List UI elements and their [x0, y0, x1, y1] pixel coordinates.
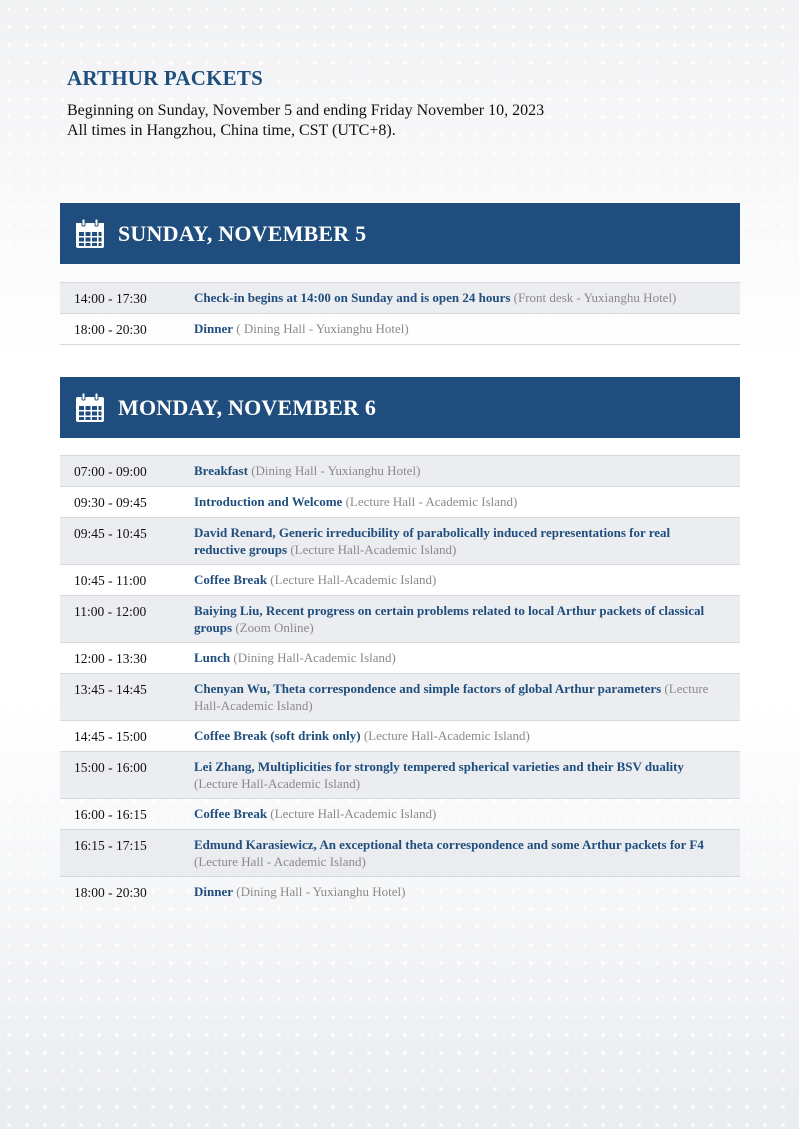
session-location: ( Dining Hall - Yuxianghu Hotel) — [236, 321, 409, 336]
session-location: (Zoom Online) — [235, 619, 314, 635]
session-title: Baiying Liu, Recent progress on certain problems related to local Arthur packets of classical groups — [194, 603, 705, 635]
page-subtitle — [67, 101, 747, 141]
session-title: Edmund Karasiewicz, An exceptional theta correspondence and some Arthur packets for F4 — [194, 837, 704, 852]
schedule-row — [60, 487, 740, 518]
calendar-icon — [75, 219, 105, 249]
session-location: (Front desk - Yuxianghu Hotel) — [513, 290, 677, 305]
session-time: 14:45 - 15:00 — [74, 729, 147, 744]
session-time: 16:00 - 16:15 — [74, 807, 147, 822]
session-title: Lunch — [194, 650, 231, 665]
session-description — [194, 290, 740, 307]
session-title: Breakfast — [194, 463, 248, 478]
session-title: Coffee Break — [194, 572, 268, 587]
session-description — [194, 525, 740, 558]
session-title: Dinner — [194, 884, 233, 899]
session-title: Coffee Break (soft drink only) — [194, 728, 361, 743]
session-location: (Lecture Hall-Academic Island) — [270, 572, 437, 587]
session-description — [194, 728, 740, 745]
session-description — [194, 837, 740, 870]
schedule-row — [60, 721, 740, 752]
session-location: (Dining Hall - Yuxianghu Hotel) — [236, 884, 406, 899]
session-title: Dinner — [194, 321, 233, 336]
schedule-row — [60, 282, 740, 314]
session-time: 16:15 - 17:15 — [74, 838, 147, 853]
session-description — [194, 884, 740, 901]
schedule-sunday — [60, 282, 740, 345]
session-time: 09:45 - 10:45 — [74, 526, 147, 541]
session-title: Check-in begins at 14:00 on Sunday and is open 24 hours — [194, 290, 511, 305]
schedule-row — [60, 596, 740, 643]
session-description — [194, 321, 740, 338]
calendar-icon — [75, 393, 105, 423]
session-time: 15:00 - 16:00 — [74, 760, 147, 775]
session-title: Lei Zhang, Multiplicities for strongly tempered spherical varieties and their BSV duality — [194, 759, 684, 774]
session-location: (Lecture Hall-Academic Island) — [194, 681, 709, 713]
schedule-row — [60, 799, 740, 830]
day-header-sunday — [60, 203, 740, 264]
page-title: ARTHUR PACKETS — [67, 66, 263, 90]
schedule-row — [60, 455, 740, 487]
session-time: 11:00 - 12:00 — [74, 604, 147, 619]
session-location: (Lecture Hall - Academic Island) — [194, 853, 366, 869]
session-time: 12:00 - 13:30 — [74, 651, 147, 666]
timezone-line: All times in Hangzhou, China time, CST (UTC+8). — [67, 122, 396, 139]
session-location: (Dining Hall - Yuxianghu Hotel) — [251, 463, 421, 478]
day-title: SUNDAY, NOVEMBER 5 — [118, 221, 367, 246]
date-range-line: Beginning on Sunday, November 5 and ending Friday November 10, 2023 — [67, 102, 545, 119]
session-description — [194, 681, 740, 714]
day-header-monday — [60, 377, 740, 438]
session-location: (Lecture Hall-Academic Island) — [290, 541, 457, 557]
session-description — [194, 603, 740, 636]
session-time: 14:00 - 17:30 — [74, 291, 147, 306]
session-time: 18:00 - 20:30 — [74, 885, 147, 900]
session-location: (Dining Hall-Academic Island) — [233, 650, 396, 665]
session-description — [194, 650, 740, 667]
schedule-row — [60, 674, 740, 721]
session-time: 09:30 - 09:45 — [74, 495, 147, 510]
session-description — [194, 572, 740, 589]
session-description — [194, 806, 740, 823]
schedule-row — [60, 518, 740, 565]
session-title: David Renard, Generic irreducibility of parabolically induced representations for real reductive groups — [194, 525, 671, 557]
session-location: (Lecture Hall - Academic Island) — [345, 494, 518, 509]
session-location: (Lecture Hall-Academic Island) — [363, 728, 530, 743]
session-time: 13:45 - 14:45 — [74, 682, 147, 697]
schedule-row — [60, 830, 740, 877]
day-title: MONDAY, NOVEMBER 6 — [118, 395, 377, 420]
session-location: (Lecture Hall-Academic Island) — [194, 775, 361, 791]
session-title: Introduction and Welcome — [194, 494, 343, 509]
session-title: Coffee Break — [194, 806, 268, 821]
schedule-row — [60, 877, 740, 907]
schedule-row — [60, 314, 740, 345]
session-time: 18:00 - 20:30 — [74, 322, 147, 337]
session-description — [194, 463, 740, 480]
session-title: Chenyan Wu, Theta correspondence and simple factors of global Arthur parameters — [194, 681, 662, 696]
session-location: (Lecture Hall-Academic Island) — [270, 806, 437, 821]
schedule-row — [60, 643, 740, 674]
session-time: 10:45 - 11:00 — [74, 573, 147, 588]
session-description — [194, 494, 740, 511]
session-time: 07:00 - 09:00 — [74, 464, 147, 479]
schedule-row — [60, 565, 740, 596]
session-description — [194, 759, 740, 792]
schedule-monday — [60, 455, 740, 907]
schedule-row — [60, 752, 740, 799]
